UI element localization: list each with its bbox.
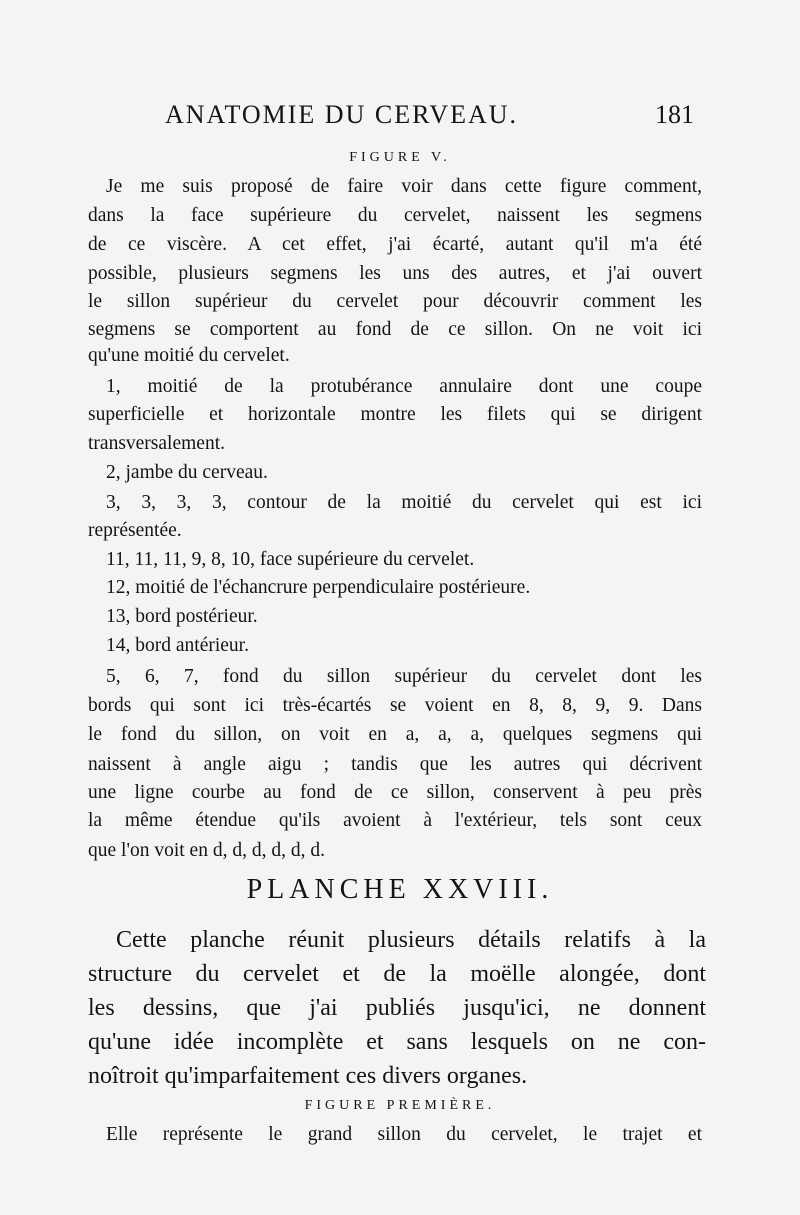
running-title: ANATOMIE DU CERVEAU. <box>165 100 519 129</box>
text-line: 1, moitié de la protubérance annulaire dont une coupe <box>106 376 702 397</box>
text-line: les dessins, que j'ai publiés jusqu'ici, ne donnent <box>88 995 706 1021</box>
text-line: 5, 6, 7, fond du sillon supérieur du cervelet dont les <box>106 666 702 687</box>
text-line: le sillon supérieur du cervelet pour découvrir comment les <box>88 291 702 312</box>
page-number: 181 <box>655 100 694 129</box>
text-line: structure du cervelet et de la moëlle alongée, dont <box>88 961 706 987</box>
text-line: Je me suis proposé de faire voir dans cette figure comment, <box>106 176 702 197</box>
text-line: dans la face supérieure du cervelet, naissent les segmens <box>88 205 702 226</box>
text-line: qu'une moitié du cervelet. <box>88 345 290 366</box>
text-line: 11, 11, 11, 9, 8, 10, face supérieure du cervelet. <box>106 549 475 570</box>
text-line: Elle représente le grand sillon du cervelet, le trajet et <box>106 1124 702 1145</box>
text-line: noîtroit qu'imparfaitement ces divers organes. <box>88 1063 528 1089</box>
figure-premiere-heading: FIGURE PREMIÈRE. <box>304 1098 496 1113</box>
text-line: transversalement. <box>88 433 225 454</box>
running-head <box>0 100 800 134</box>
text-line: 2, jambe du cerveau. <box>106 462 268 483</box>
text-line: naissent à angle aigu ; tandis que les autres qui décrivent <box>88 754 702 775</box>
text-line: 13, bord postérieur. <box>106 606 258 627</box>
text-line: le fond du sillon, on voit en a, a, a, quelques segmens qui <box>88 724 702 745</box>
text-line: 3, 3, 3, 3, contour de la moitié du cervelet qui est ici <box>106 492 702 513</box>
text-line: que l'on voit en d, d, d, d, d, d. <box>88 840 325 861</box>
text-line: segmens se comportent au fond de ce sillon. On ne voit ici <box>88 319 702 340</box>
text-line: 12, moitié de l'échancrure perpendiculaire postérieure. <box>106 577 531 598</box>
plate-title: PLANCHE XXVIII. <box>246 874 554 905</box>
text-line: bords qui sont ici très-écartés se voient en 8, 8, 9, 9. Dans <box>88 695 702 716</box>
text-line: superficielle et horizontale montre les filets qui se dirigent <box>88 404 702 425</box>
text-line: 14, bord antérieur. <box>106 635 249 656</box>
text-line: une ligne courbe au fond de ce sillon, conservent à peu près <box>88 782 702 803</box>
text-line: la même étendue qu'ils avoient à l'extérieur, tels sont ceux <box>88 810 702 831</box>
figure-v-heading: FIGURE V. <box>349 150 451 165</box>
text-line: représentée. <box>88 520 182 541</box>
text-line: Cette planche réunit plusieurs détails relatifs à la <box>116 927 706 953</box>
text-line: qu'une idée incomplète et sans lesquels on ne con- <box>88 1029 706 1055</box>
text-line: de ce viscère. A cet effet, j'ai écarté, autant qu'il m'a été <box>88 234 702 255</box>
text-line: possible, plusieurs segmens les uns des autres, et j'ai ouvert <box>88 263 702 284</box>
